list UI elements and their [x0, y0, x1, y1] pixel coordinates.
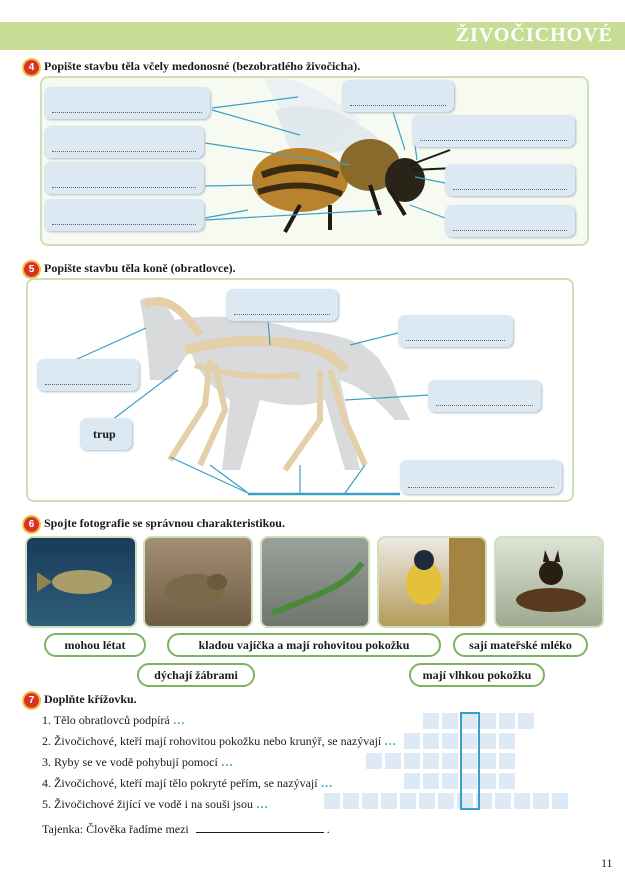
- crossword-cell[interactable]: [380, 792, 398, 810]
- task-title: Doplňte křížovku.: [44, 692, 137, 706]
- crossword-cell[interactable]: [384, 752, 402, 770]
- crossword-cell[interactable]: [403, 772, 421, 790]
- crossword-cell[interactable]: [532, 792, 550, 810]
- crossword-cell[interactable]: [479, 772, 497, 790]
- pill-kladou-vajicka[interactable]: kladou vajíčka a mají rohovitou pokožku: [167, 633, 441, 657]
- horse-label-box-1[interactable]: [226, 289, 338, 321]
- task-title: Spojte fotografie se správnou charakteristikou.: [44, 516, 285, 530]
- bee-label-box-1[interactable]: [44, 87, 210, 119]
- task-number-badge: 4: [24, 60, 39, 75]
- crossword-cell[interactable]: [513, 792, 531, 810]
- task-title: Popište stavbu těla koně (obratlovce).: [44, 261, 236, 275]
- bee-label-box-5[interactable]: [342, 80, 454, 112]
- crossword-cell[interactable]: [422, 732, 440, 750]
- bee-label-box-2[interactable]: [44, 126, 204, 158]
- crossword-cell[interactable]: [418, 792, 436, 810]
- bee-label-box-4[interactable]: [44, 199, 204, 231]
- crossword-cell[interactable]: [403, 752, 421, 770]
- crossword-cell[interactable]: [498, 752, 516, 770]
- horse-label-box-4[interactable]: [428, 380, 541, 412]
- dog-photo[interactable]: [494, 536, 604, 628]
- bee-label-box-7[interactable]: [445, 164, 575, 196]
- pill-saji-materske-mleko[interactable]: sají mateřské mléko: [453, 633, 588, 657]
- crossword-cell[interactable]: [441, 712, 459, 730]
- crossword-cell[interactable]: [342, 792, 360, 810]
- crossword-cell[interactable]: [422, 772, 440, 790]
- clue-3: 3. Ryby se ve vodě pohybují pomocí …: [42, 755, 233, 769]
- crossword-cell[interactable]: [437, 792, 455, 810]
- task-number-badge: 6: [24, 517, 39, 532]
- crossword-cell[interactable]: [441, 772, 459, 790]
- crossword-cell[interactable]: [494, 792, 512, 810]
- lizard-photo[interactable]: [260, 536, 370, 628]
- crossword-cell[interactable]: [323, 792, 341, 810]
- crossword-cell[interactable]: [399, 792, 417, 810]
- crossword-cell[interactable]: [422, 712, 440, 730]
- crossword-cell[interactable]: [498, 732, 516, 750]
- crossword-cell[interactable]: [517, 712, 535, 730]
- page-number: 11: [601, 856, 613, 870]
- toad-photo[interactable]: [143, 536, 253, 628]
- solution-line: [42, 822, 330, 837]
- task-title: Popište stavbu těla včely medonosné (bezobratlého živočicha).: [44, 59, 361, 73]
- pill-maji-vlhkou-pokozku[interactable]: mají vlhkou pokožku: [409, 663, 545, 687]
- solution-end: .: [326, 822, 330, 836]
- clue-2: 2. Živočichové, kteří mají rohovitou pokožku nebo krunýř, se nazývají …: [42, 734, 397, 748]
- crossword-cell[interactable]: [365, 752, 383, 770]
- crossword-cell[interactable]: [479, 712, 497, 730]
- crossword-cell[interactable]: [479, 732, 497, 750]
- crossword-cell[interactable]: [403, 732, 421, 750]
- clue-1: 1. Tělo obratlovců podpírá …: [42, 713, 185, 727]
- crossword-cell[interactable]: [479, 752, 497, 770]
- clue-4: 4. Živočichové, kteří mají tělo pokryté peřím, se nazývají …: [42, 776, 333, 790]
- task-number-badge: 7: [24, 693, 39, 708]
- bee-label-box-6[interactable]: [412, 115, 575, 147]
- horse-label-box-5[interactable]: [400, 460, 562, 494]
- crossword-cell[interactable]: [361, 792, 379, 810]
- horse-label-box-2[interactable]: [398, 315, 513, 347]
- clue-5: 5. Živočichové žijící ve vodě i na souši jsou …: [42, 797, 268, 811]
- solution-label: Tajenka: Člověka řadíme mezi: [42, 822, 189, 836]
- crossword-cell[interactable]: [441, 732, 459, 750]
- crossword-cell[interactable]: [551, 792, 569, 810]
- crossword-cell[interactable]: [498, 772, 516, 790]
- bee-label-box-8[interactable]: [445, 205, 575, 237]
- crossword-cell[interactable]: [422, 752, 440, 770]
- horse-label-trup: [80, 418, 132, 450]
- pill-dychaji-zabrami[interactable]: dýchají žábrami: [137, 663, 255, 687]
- horse-label-box-3[interactable]: [37, 359, 139, 391]
- crossword-cell[interactable]: [498, 712, 516, 730]
- bird-photo[interactable]: [377, 536, 487, 628]
- bee-label-box-3[interactable]: [44, 162, 204, 194]
- solution-input[interactable]: [196, 832, 324, 833]
- page-title: ŽIVOČICHOVÉ: [455, 24, 613, 46]
- solution-column: [460, 712, 480, 810]
- crossword-cell[interactable]: [441, 752, 459, 770]
- pill-mohou-letat[interactable]: mohou létat: [44, 633, 146, 657]
- fish-photo[interactable]: [25, 536, 137, 628]
- task-number-badge: 5: [24, 262, 39, 277]
- trup-label: trup: [93, 427, 116, 441]
